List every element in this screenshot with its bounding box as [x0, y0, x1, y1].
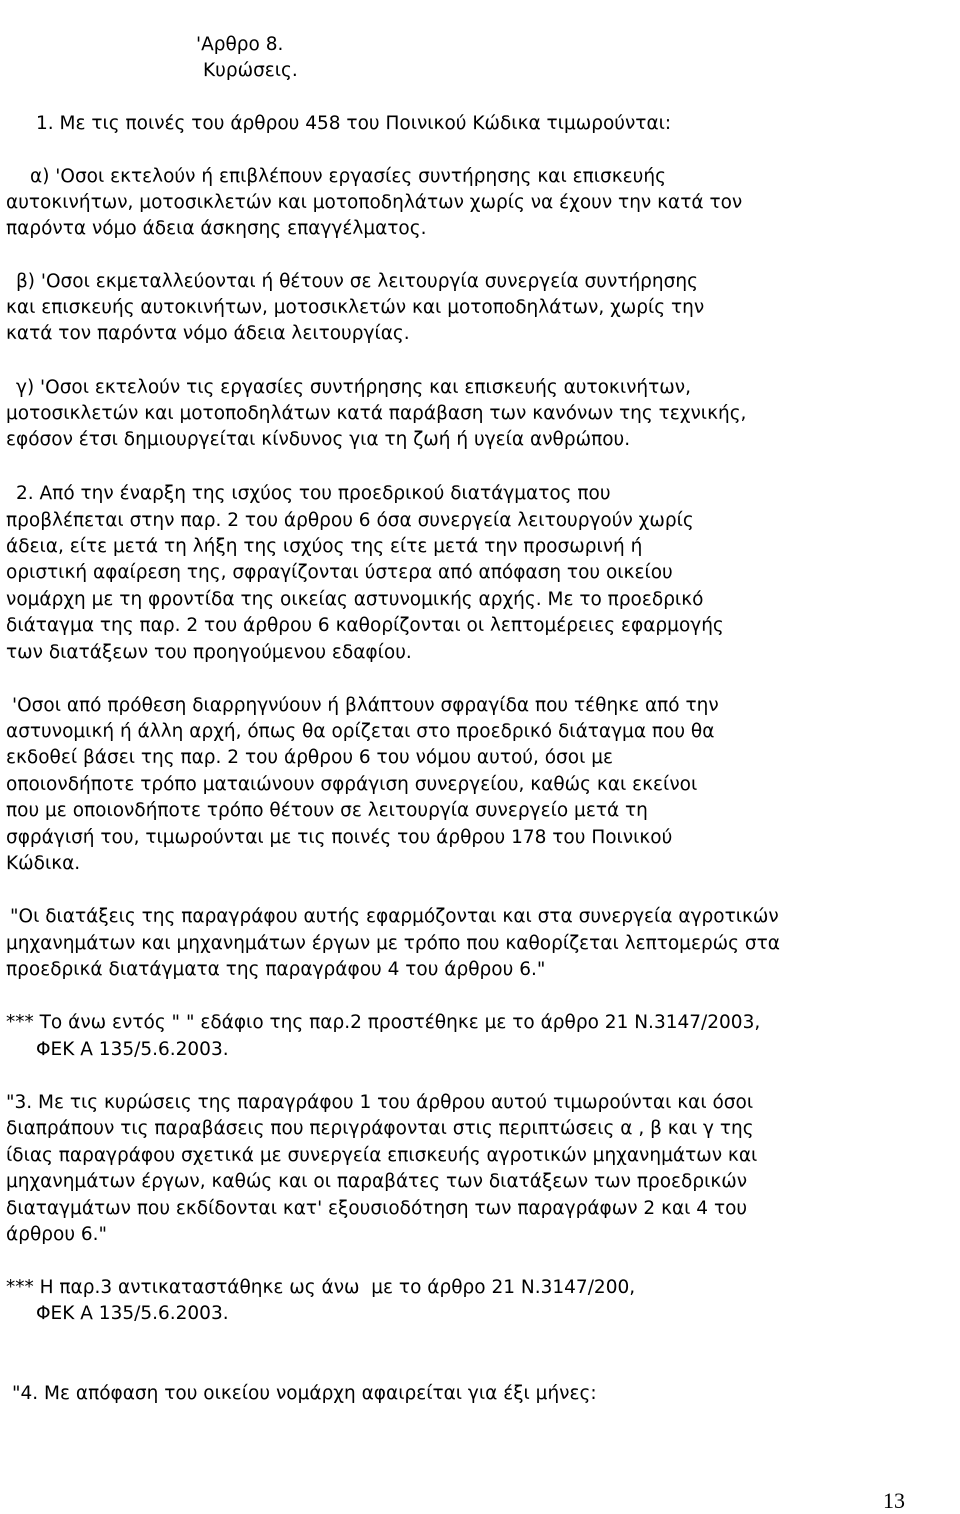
paragraph-a-line: αυτοκινήτων, μοτοσικλετών και μοτοποδηλάτων χωρίς να έχουν την κατά τον — [6, 192, 743, 213]
paragraph-2-line: 2. Από την έναρξη της ισχύος του προεδρικού διατάγματος που — [16, 483, 611, 504]
paragraph-seal-line: Κώδικα. — [6, 853, 81, 874]
paragraph-3-line: διαπράπουν τις παραβάσεις που περιγράφονται στις περιπτώσεις α , β και γ της — [6, 1118, 754, 1139]
paragraph-4-line: "4. Με απόφαση του οικείου νομάρχη αφαιρείται για έξι μήνες: — [12, 1383, 597, 1404]
paragraph-3-line: ίδιας παραγράφου σχετικά με συνεργεία επισκευής αγροτικών μηχανημάτων και — [6, 1145, 758, 1166]
paragraph-2-line: οριστική αφαίρεση της, σφραγίζονται ύστερα από απόφαση του οικείου — [6, 562, 673, 583]
paragraph-2-line: άδεια, είτε μετά τη λήξη της ισχύος της είτε μετά την προσωρινή ή — [6, 536, 643, 557]
amendment-note-line: *** Η παρ.3 αντικαταστάθηκε ως άνω με το άρθρο 21 Ν.3147/200, — [6, 1277, 636, 1298]
paragraph-seal-line: οποιονδήποτε τρόπο ματαιώνουν σφράγιση συνεργείου, καθώς και εκείνοι — [6, 774, 698, 795]
paragraph-seal-line: εκδοθεί βάσει της παρ. 2 του άρθρου 6 του νόμου αυτού, όσοι με — [6, 747, 614, 768]
paragraph-b-line: κατά τον παρόντα νόμο άδεια λειτουργίας. — [6, 323, 410, 344]
paragraph-b-line: και επισκευής αυτοκινήτων, μοτοσικλετών και μοτοποδηλάτων, χωρίς την — [6, 297, 705, 318]
paragraph-c-line: εφόσον έτσι δημιουργείται κίνδυνος για τη ζωή ή υγεία ανθρώπου. — [6, 429, 631, 450]
paragraph-1-line: 1. Με τις ποινές του άρθρου 458 του Ποινικού Κώδικα τιμωρούνται: — [36, 113, 672, 134]
paragraph-2-line: προβλέπεται στην παρ. 2 του άρθρου 6 όσα συνεργεία λειτουργούν χωρίς — [6, 510, 694, 531]
paragraph-3-line: διαταγμάτων που εκδίδονται κατ' εξουσιοδότηση των παραγράφων 2 και 4 του — [6, 1198, 748, 1219]
paragraph-3-line: άρθρου 6." — [6, 1224, 108, 1245]
paragraph-2-line: διάταγμα της παρ. 2 του άρθρου 6 καθορίζονται οι λεπτομέρειες εφαρμογής — [6, 615, 724, 636]
paragraph-a-line: α) 'Οσοι εκτελούν ή επιβλέπουν εργασίες συντήρησης και επισκευής — [30, 166, 666, 187]
amendment-note-line: ΦΕΚ Α 135/5.6.2003. — [36, 1039, 229, 1060]
paragraph-agri-line: προεδρικά διατάγματα της παραγράφου 4 του άρθρου 6." — [6, 959, 546, 980]
paragraph-seal-line: σφράγισή του, τιμωρούνται με τις ποινές του άρθρου 178 του Ποινικού — [6, 827, 673, 848]
paragraph-seal-line: αστυνομική ή άλλη αρχή, όπως θα ορίζεται στο προεδρικό διάταγμα που θα — [6, 721, 715, 742]
paragraph-agri-line: "Οι διατάξεις της παραγράφου αυτής εφαρμόζονται και στα συνεργεία αγροτικών — [10, 906, 779, 927]
page-number: 13 — [883, 1488, 905, 1513]
paragraph-agri-line: μηχανημάτων και μηχανημάτων έργων με τρόπο που καθορίζεται λεπτομερώς στα — [6, 933, 780, 954]
paragraph-3-line: "3. Με τις κυρώσεις της παραγράφου 1 του άρθρου αυτού τιμωρούνται και όσοι — [6, 1092, 754, 1113]
article-subheading: Κυρώσεις. — [203, 60, 298, 81]
paragraph-seal-line: που με οποιονδήποτε τρόπο θέτουν σε λειτουργία συνεργείο μετά τη — [6, 800, 648, 821]
amendment-note-line: ΦΕΚ Α 135/5.6.2003. — [36, 1303, 229, 1324]
paragraph-c-line: γ) 'Οσοι εκτελούν τις εργασίες συντήρησης και επισκευής αυτοκινήτων, — [16, 377, 691, 398]
article-heading: 'Αρθρο 8. — [196, 34, 284, 55]
paragraph-2-line: των διατάξεων του προηγούμενου εδαφίου. — [6, 642, 412, 663]
paragraph-a-line: παρόντα νόμο άδεια άσκησης επαγγέλματος. — [6, 218, 427, 239]
paragraph-3-line: μηχανημάτων έργων, καθώς και οι παραβάτες των διατάξεων των προεδρικών — [6, 1171, 748, 1192]
paragraph-c-line: μοτοσικλετών και μοτοποδηλάτων κατά παράβαση των κανόνων της τεχνικής, — [6, 403, 747, 424]
paragraph-2-line: νομάρχη με τη φροντίδα της οικείας αστυνομικής αρχής. Με το προεδρικό — [6, 589, 704, 610]
paragraph-seal-line: 'Οσοι από πρόθεση διαρρηγνύουν ή βλάπτουν σφραγίδα που τέθηκε από την — [12, 695, 719, 716]
paragraph-b-line: β) 'Οσοι εκμεταλλεύονται ή θέτουν σε λειτουργία συνεργεία συντήρησης — [16, 271, 698, 292]
amendment-note-line: *** Το άνω εντός " " εδάφιο της παρ.2 προστέθηκε με το άρθρο 21 Ν.3147/2003, — [6, 1012, 761, 1033]
